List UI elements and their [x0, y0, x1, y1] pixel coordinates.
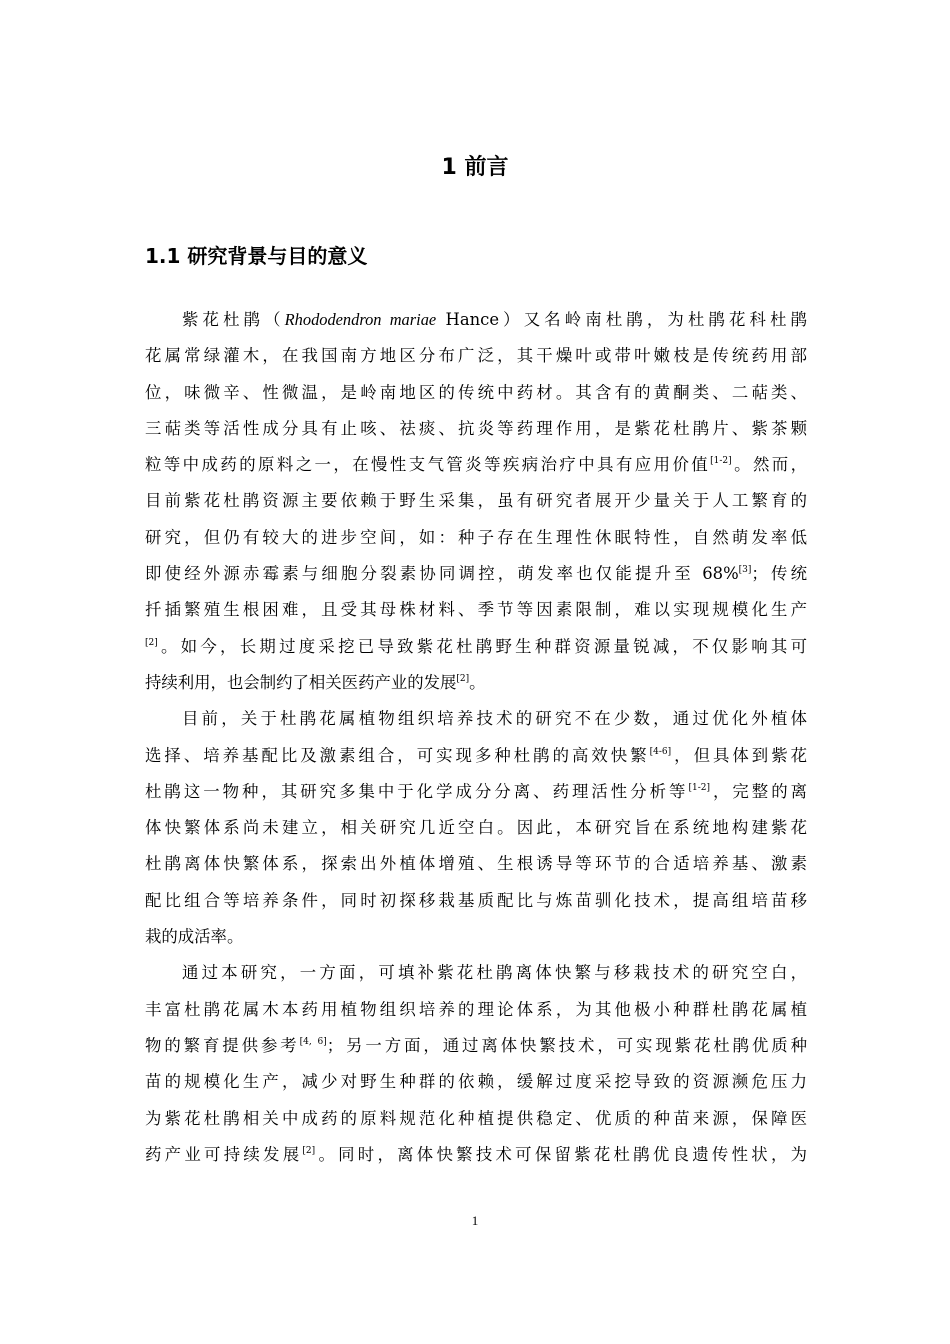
text-line: [2]。如今，长期过度采挖已导致紫花杜鹃野生种群资源量锐减，不仅影响其可: [145, 636, 807, 656]
text-line: 丰富杜鹃花属木本药用植物组织培养的理论体系，为其他极小种群杜鹃花属植: [145, 999, 807, 1019]
paragraph-3: [145, 955, 807, 1173]
citation: [2]: [456, 673, 470, 684]
citation: [1-2]: [688, 782, 710, 793]
text-line: 通过本研究，一方面，可填补紫花杜鹃离体快繁与移栽技术的研究空白，: [182, 963, 807, 983]
text-line: 位，味微辛、性微温，是岭南地区的传统中药材。其含有的黄酮类、二萜类、: [145, 382, 807, 402]
text-line: 持续利用，也会制约了相关医药产业的发展[2]。: [145, 672, 486, 692]
text-line: 体快繁体系尚未建立，相关研究几近空白。因此，本研究旨在系统地构建紫花: [145, 818, 807, 838]
text-line: 花属常绿灌木，在我国南方地区分布广泛，其干燥叶或带叶嫩枝是传统药用部: [145, 346, 807, 366]
section-heading: 1.1 研究背景与目的意义: [145, 244, 368, 268]
citation: [2]: [302, 1145, 316, 1156]
text-line: 扦插繁殖生根困难，且受其母株材料、季节等因素限制，难以实现规模化生产: [145, 600, 807, 620]
latin-name: Rhododendron mariae: [284, 310, 437, 329]
citation: [4-6]: [649, 746, 672, 757]
text-line: 研究，但仍有较大的进步空间，如：种子存在生理性休眠特性，自然萌发率低: [145, 527, 807, 547]
text-line: 三萜类等活性成分具有止咳、祛痰、抗炎等药理作用，是紫花杜鹃片、紫茶颗: [145, 418, 807, 438]
paragraph-1: [145, 302, 807, 701]
text-line: 紫花杜鹃（Rhododendron mariae Hance）又名岭南杜鹃，为杜鹃花科杜鹃: [182, 310, 808, 329]
text-line: 物的繁育提供参考[4, 6]；另一方面，通过离体快繁技术，可实现紫花杜鹃优质种: [145, 1035, 808, 1055]
text-line: 配比组合等培养条件，同时初探移栽基质配比与炼苗驯化技术，提高组培苗移: [145, 890, 807, 910]
text-line: 杜鹃这一物种，其研究多集中于化学成分分离、药理活性分析等[1-2]，完整的离: [145, 781, 808, 801]
chapter-heading: 1 前言: [441, 155, 509, 180]
text-line: 目前，关于杜鹃花属植物组织培养技术的研究不在少数，通过优化外植体: [182, 709, 807, 729]
text-line: 目前紫花杜鹃资源主要依赖于野生采集，虽有研究者展开少量关于人工繁育的: [145, 491, 807, 511]
citation: [3]: [738, 565, 752, 576]
text-line: 药产业可持续发展[2]。同时，离体快繁技术可保留紫花杜鹃优良遗传性状，为: [145, 1144, 808, 1164]
text-line: 杜鹃离体快繁体系，探索出外植体增殖、生根诱导等环节的合适培养基、激素: [145, 854, 807, 874]
text-line: 苗的规模化生产，减少对野生种群的依赖，缓解过度采挖导致的资源濒危压力: [145, 1072, 807, 1092]
text-line: 栽的成活率。: [145, 927, 244, 947]
citation: [1-2]: [710, 456, 732, 467]
citation: [2]: [145, 637, 158, 648]
page-number: 1: [471, 1213, 479, 1228]
text-line: 选择、培养基配比及激素组合，可实现多种杜鹃的高效快繁[4-6]，但具体到紫花: [145, 745, 808, 765]
text-line: 为紫花杜鹃相关中成药的原料规范化种植提供稳定、优质的种苗来源，保障医: [145, 1108, 807, 1128]
body-text: [145, 302, 807, 1173]
text-line: 即使经外源赤霉素与细胞分裂素协同调控，萌发率也仅能提升至 68%[3]；传统: [145, 564, 808, 584]
citation: [4, 6]: [299, 1036, 327, 1047]
text-line: 粒等中成药的原料之一，在慢性支气管炎等疾病治疗中具有应用价值[1-2]。然而，: [145, 455, 808, 475]
paragraph-2: [145, 701, 807, 955]
